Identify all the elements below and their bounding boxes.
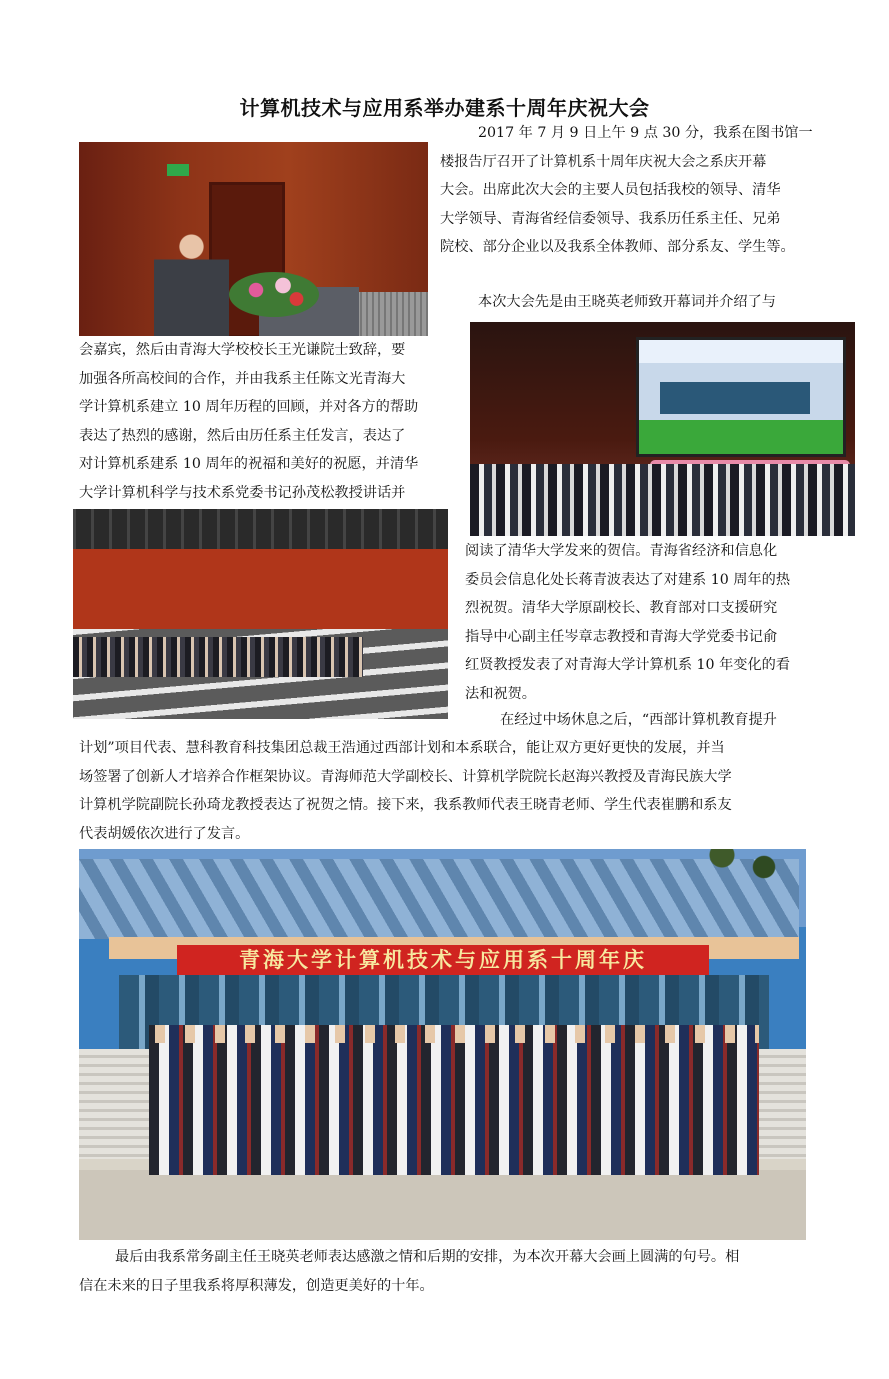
- anniversary-banner: 青海大学计算机技术与应用系十周年庆: [177, 945, 709, 975]
- text-line: 学计算机系建立 10 周年历程的回顾，并对各方的帮助: [79, 399, 419, 415]
- speaker-photo: [79, 142, 428, 336]
- text-line: 加强各所高校间的合作，并由我系主任陈文光青海大: [79, 370, 406, 387]
- text-line: 院校、部分企业以及我系全体教师、部分系友、学生等。: [440, 239, 795, 255]
- text-line: 法和祝贺。: [465, 685, 536, 702]
- paragraph-break-line: 在经过中场休息之后，“西部计算机教育提升: [500, 712, 777, 728]
- text-line: 指导中心副主任岑章志教授和青海大学党委书记俞: [465, 628, 778, 645]
- text-line: 委员会信息化处长蒋青波表达了对建系 10 周年的热: [465, 571, 791, 588]
- text-line: 场签署了创新人才培养合作框架协议。青海师范大学副校长、计算机学院院长赵海兴教授及青海民族大学: [79, 768, 732, 785]
- meeting-room-photo: [73, 509, 448, 719]
- text-line: 红贤教授发表了对青海大学计算机系 10 年变化的看: [465, 657, 791, 673]
- paragraph-agreement: [79, 734, 834, 848]
- paragraph-closing: [79, 1243, 834, 1300]
- text-line: 最后由我系常务副主任王晓英老师表达感激之情和后期的安排，为本次开幕大会画上圆满的句号。相: [115, 1249, 740, 1265]
- text-line: 信在未来的日子里我系将厚积薄发，创造更美好的十年。: [79, 1277, 434, 1294]
- text-line: 2017 年 7 月 9 日上午 9 点 30 分，我系在图书馆一: [478, 125, 813, 141]
- text-line: 阅读了清华大学发来的贺信。青海省经济和信息化: [465, 543, 778, 559]
- paragraph-opening-line: 本次大会先是由王晓英老师致开幕词并介绍了与: [478, 294, 776, 310]
- text-line: 会嘉宾，然后由青海大学校校长王光谦院士致辞，要: [79, 342, 406, 358]
- paragraph-intro: [440, 119, 830, 262]
- paragraph-greetings: [465, 537, 835, 708]
- text-line: 楼报告厅召开了计算机系十周年庆祝大会之系庆开幕: [440, 153, 767, 170]
- paragraph-speeches: [79, 336, 459, 507]
- text-line: 大学领导、青海省经信委领导、我系历任系主任、兄弟: [440, 210, 781, 227]
- text-line: 计算机学院副院长孙琦龙教授表达了祝贺之情。接下来，我系教师代表王晓青老师、学生代表崔鹏和系友: [79, 797, 732, 813]
- text-line: 表达了热烈的感谢，然后由历任系主任发言，表达了: [79, 427, 406, 444]
- hall-screen-photo: [470, 322, 855, 536]
- article-title: 计算机技术与应用系举办建系十周年庆祝大会: [239, 96, 650, 120]
- text-line: 代表胡媛依次进行了发言。: [79, 825, 250, 842]
- text-line: 大学计算机科学与技术系党委书记孙茂松教授讲话并: [79, 484, 406, 501]
- text-line: 计划”项目代表、慧科教育科技集团总裁王浩通过西部计划和本系联合，能让双方更好更快的发展，并当: [79, 740, 725, 756]
- text-line: 烈祝贺。清华大学原副校长、教育部对口支援研究: [465, 600, 778, 616]
- text-line: 大会。出席此次大会的主要人员包括我校的领导、清华: [440, 182, 781, 198]
- group-photo: [79, 849, 806, 1240]
- text-line: 对计算机系建系 10 周年的祝福和美好的祝愿，并清华: [79, 456, 419, 472]
